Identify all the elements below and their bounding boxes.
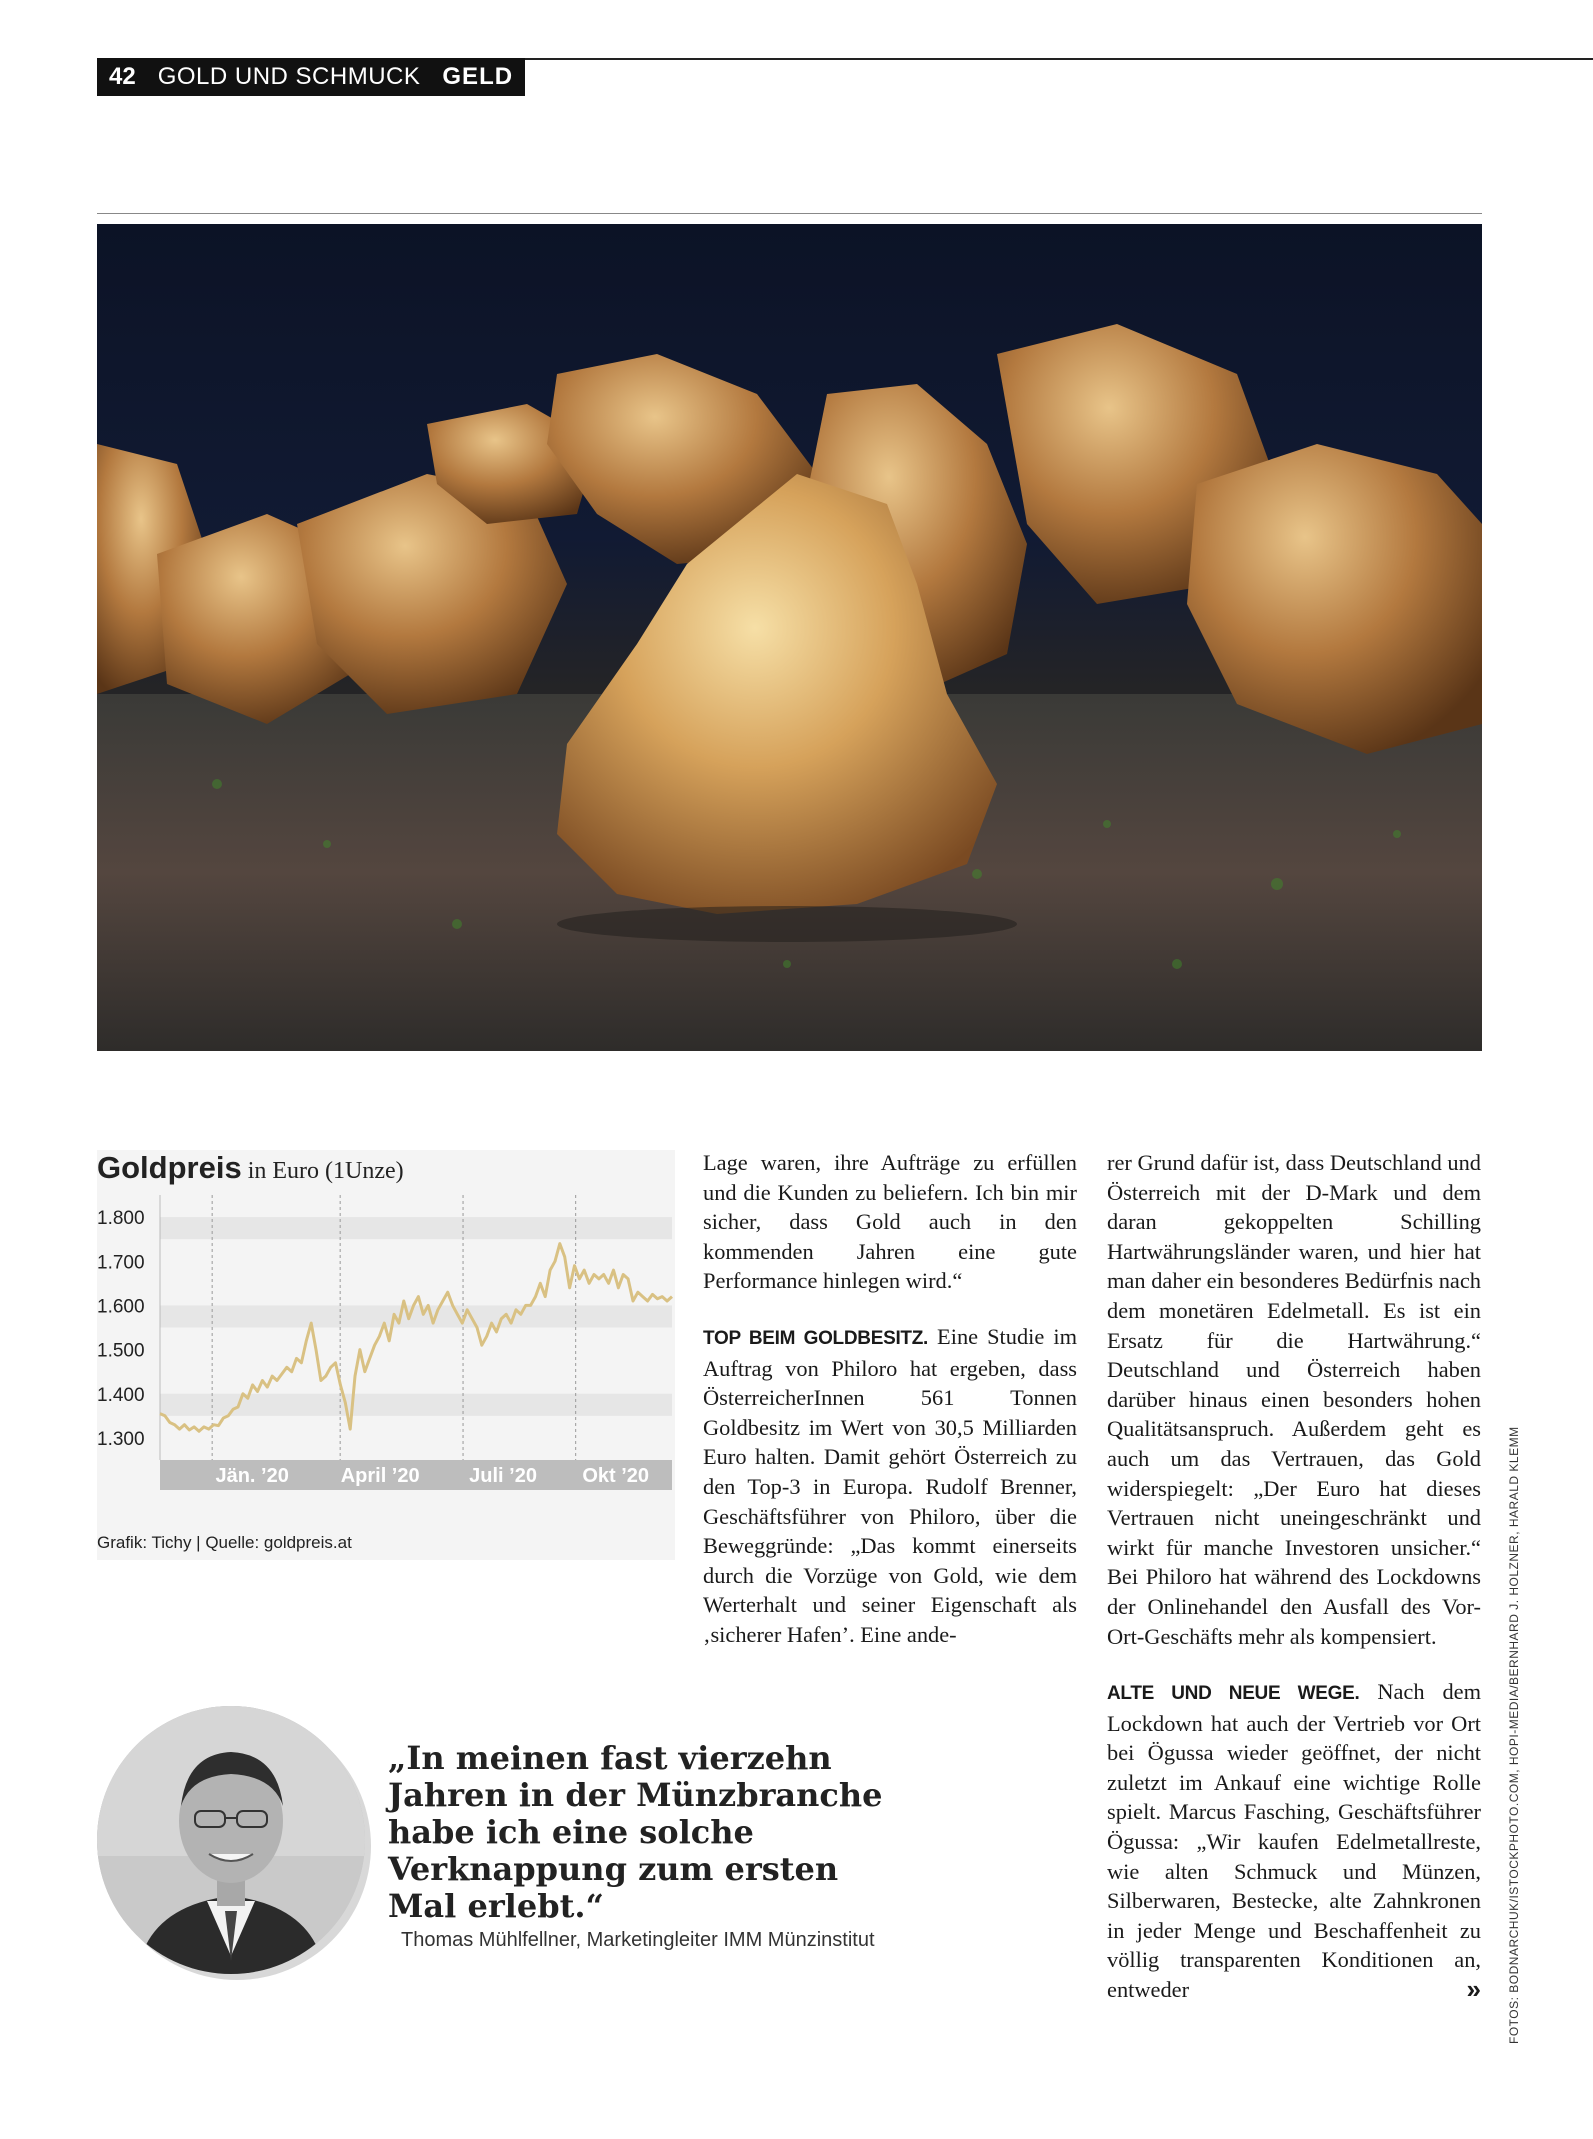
- kicker-top-beim-goldbesitz: TOP BEIM GOLDBESITZ.: [703, 1327, 929, 1349]
- y-tick-label: 1.400: [97, 1384, 145, 1406]
- portrait-illustration: [97, 1706, 365, 1974]
- y-tick-label: 1.600: [97, 1296, 145, 1318]
- x-tick-label: Juli ’20: [469, 1465, 537, 1487]
- grid-band: [160, 1305, 672, 1327]
- column1-paragraph-2-text: Eine Studie im Auftrag von Philoro hat ergeben, dass ÖsterreicherInnen 561 Tonnen Goldbesitz im Wert von 30,5 Milliarden Euro halten. Damit gehört Österreich zu den Top-3 in Europa. Rudolf Brenner, Geschäftsführer von Philoro, über die Beweggründe: „Das kommt einerseits durch die Vorzüge von Gold, wie dem Werterhalt und seiner Eigenschaft als ‚sicherer Hafen’. Eine ande-: [703, 1323, 1077, 1647]
- article-column-1: [703, 1148, 1077, 1650]
- grid-band: [160, 1217, 672, 1239]
- continue-marker: »: [1466, 1974, 1481, 2005]
- chart-credit: Grafik: Tichy | Quelle: goldpreis.at: [97, 1533, 352, 1552]
- gold-nuggets-illustration: [97, 224, 1482, 1051]
- chart-title: Goldpreis: [97, 1150, 242, 1185]
- column2-paragraph-2-text: Nach dem Lockdown hat auch der Vertrieb vor Ort bei Ögussa wieder geöffnet, der nicht zuletzt im Ankauf eine wichtige Rolle spielt. Marcus Fasching, Geschäftsführer Ögussa: „Wir kaufen Edelmetallreste, wie alten Schmuck und Münzen, Silberwaren, Bestecke, alte Zahnkronen in jeder Menge und Beschaffenheit zu völlig transparenten Konditionen an, entweder: [1107, 1679, 1481, 2003]
- chart-plot: [97, 1190, 675, 1525]
- quote-source: Thomas Mühlfellner, Marketingleiter IMM Münzinstitut: [401, 1929, 875, 1951]
- y-tick-label: 1.300: [97, 1428, 145, 1450]
- gold-nuggets-photo: [97, 224, 1482, 1051]
- column2-paragraph-1: rer Grund dafür ist, dass Deutschland und Österreich mit der D-Mark und dem daran gekoppelten Schilling Hartwährungsländer waren, und hier hat man daher ein besonderes Bedürfnis nach dem monetären Edelmetall. Es ist ein Ersatz für die Hartwährung.“ Deutschland und Österreich haben darüber hinaus einen besonders hohen Qualitätsanspruch. Außerdem geht es auch um das Vertrauen, das Gold widerspiegelt: „Der Euro hat dieses Vertrauen nicht uneingeschränkt und wirkt für manche Investoren unsicher.“ Bei Philoro hat während des Lockdowns der Onlinehandel den Ausfall des Vor-Ort-Geschäfts mehr als kompensiert.: [1107, 1150, 1481, 1649]
- gold-price-chart: [97, 1150, 675, 1560]
- chart-unit: in Euro (1Unze): [247, 1158, 404, 1184]
- y-tick-label: 1.500: [97, 1340, 145, 1362]
- page-header: [97, 58, 525, 96]
- section-title: GOLD UND SCHMUCK: [157, 63, 421, 90]
- article-column-2: [1107, 1148, 1481, 2005]
- y-tick-label: 1.700: [97, 1252, 145, 1274]
- x-tick-label: Jän. ’20: [215, 1465, 289, 1487]
- portrait-photo: [97, 1706, 365, 1974]
- column2-paragraph-2: [1107, 1677, 1481, 2005]
- column1-paragraph-2: [703, 1322, 1077, 1650]
- category-label: GELD: [442, 63, 514, 90]
- grid-band: [160, 1394, 672, 1416]
- pull-quote: „In meinen fast vierzehn Jahren in der Münzbranche habe ich eine solche Verknappung zum ersten Mal erlebt.“: [388, 1739, 883, 1925]
- x-tick-label: Okt ’20: [582, 1465, 650, 1487]
- y-tick-label: 1.800: [97, 1208, 145, 1230]
- page-number: 42: [109, 63, 136, 90]
- kicker-alte-und-neue-wege: ALTE UND NEUE WEGE.: [1107, 1683, 1360, 1705]
- x-tick-label: April ’20: [340, 1465, 420, 1487]
- photo-credit: FOTOS: BODNARCHUK/ISTOCKPHOTO.COM, HOPI-MEDIA/BERNHARD J. HOLZNER, HARALD KLEMM: [1507, 1426, 1521, 2044]
- column1-paragraph-1: Lage waren, ihre Aufträge zu erfüllen und die Kunden zu beliefern. Ich bin mir sicher, dass Gold auch in den kommenden Jahren eine gute Performance hinlegen wird.“: [703, 1150, 1077, 1294]
- chart-title-row: [97, 1150, 404, 1186]
- photo-top-rule: [97, 213, 1482, 214]
